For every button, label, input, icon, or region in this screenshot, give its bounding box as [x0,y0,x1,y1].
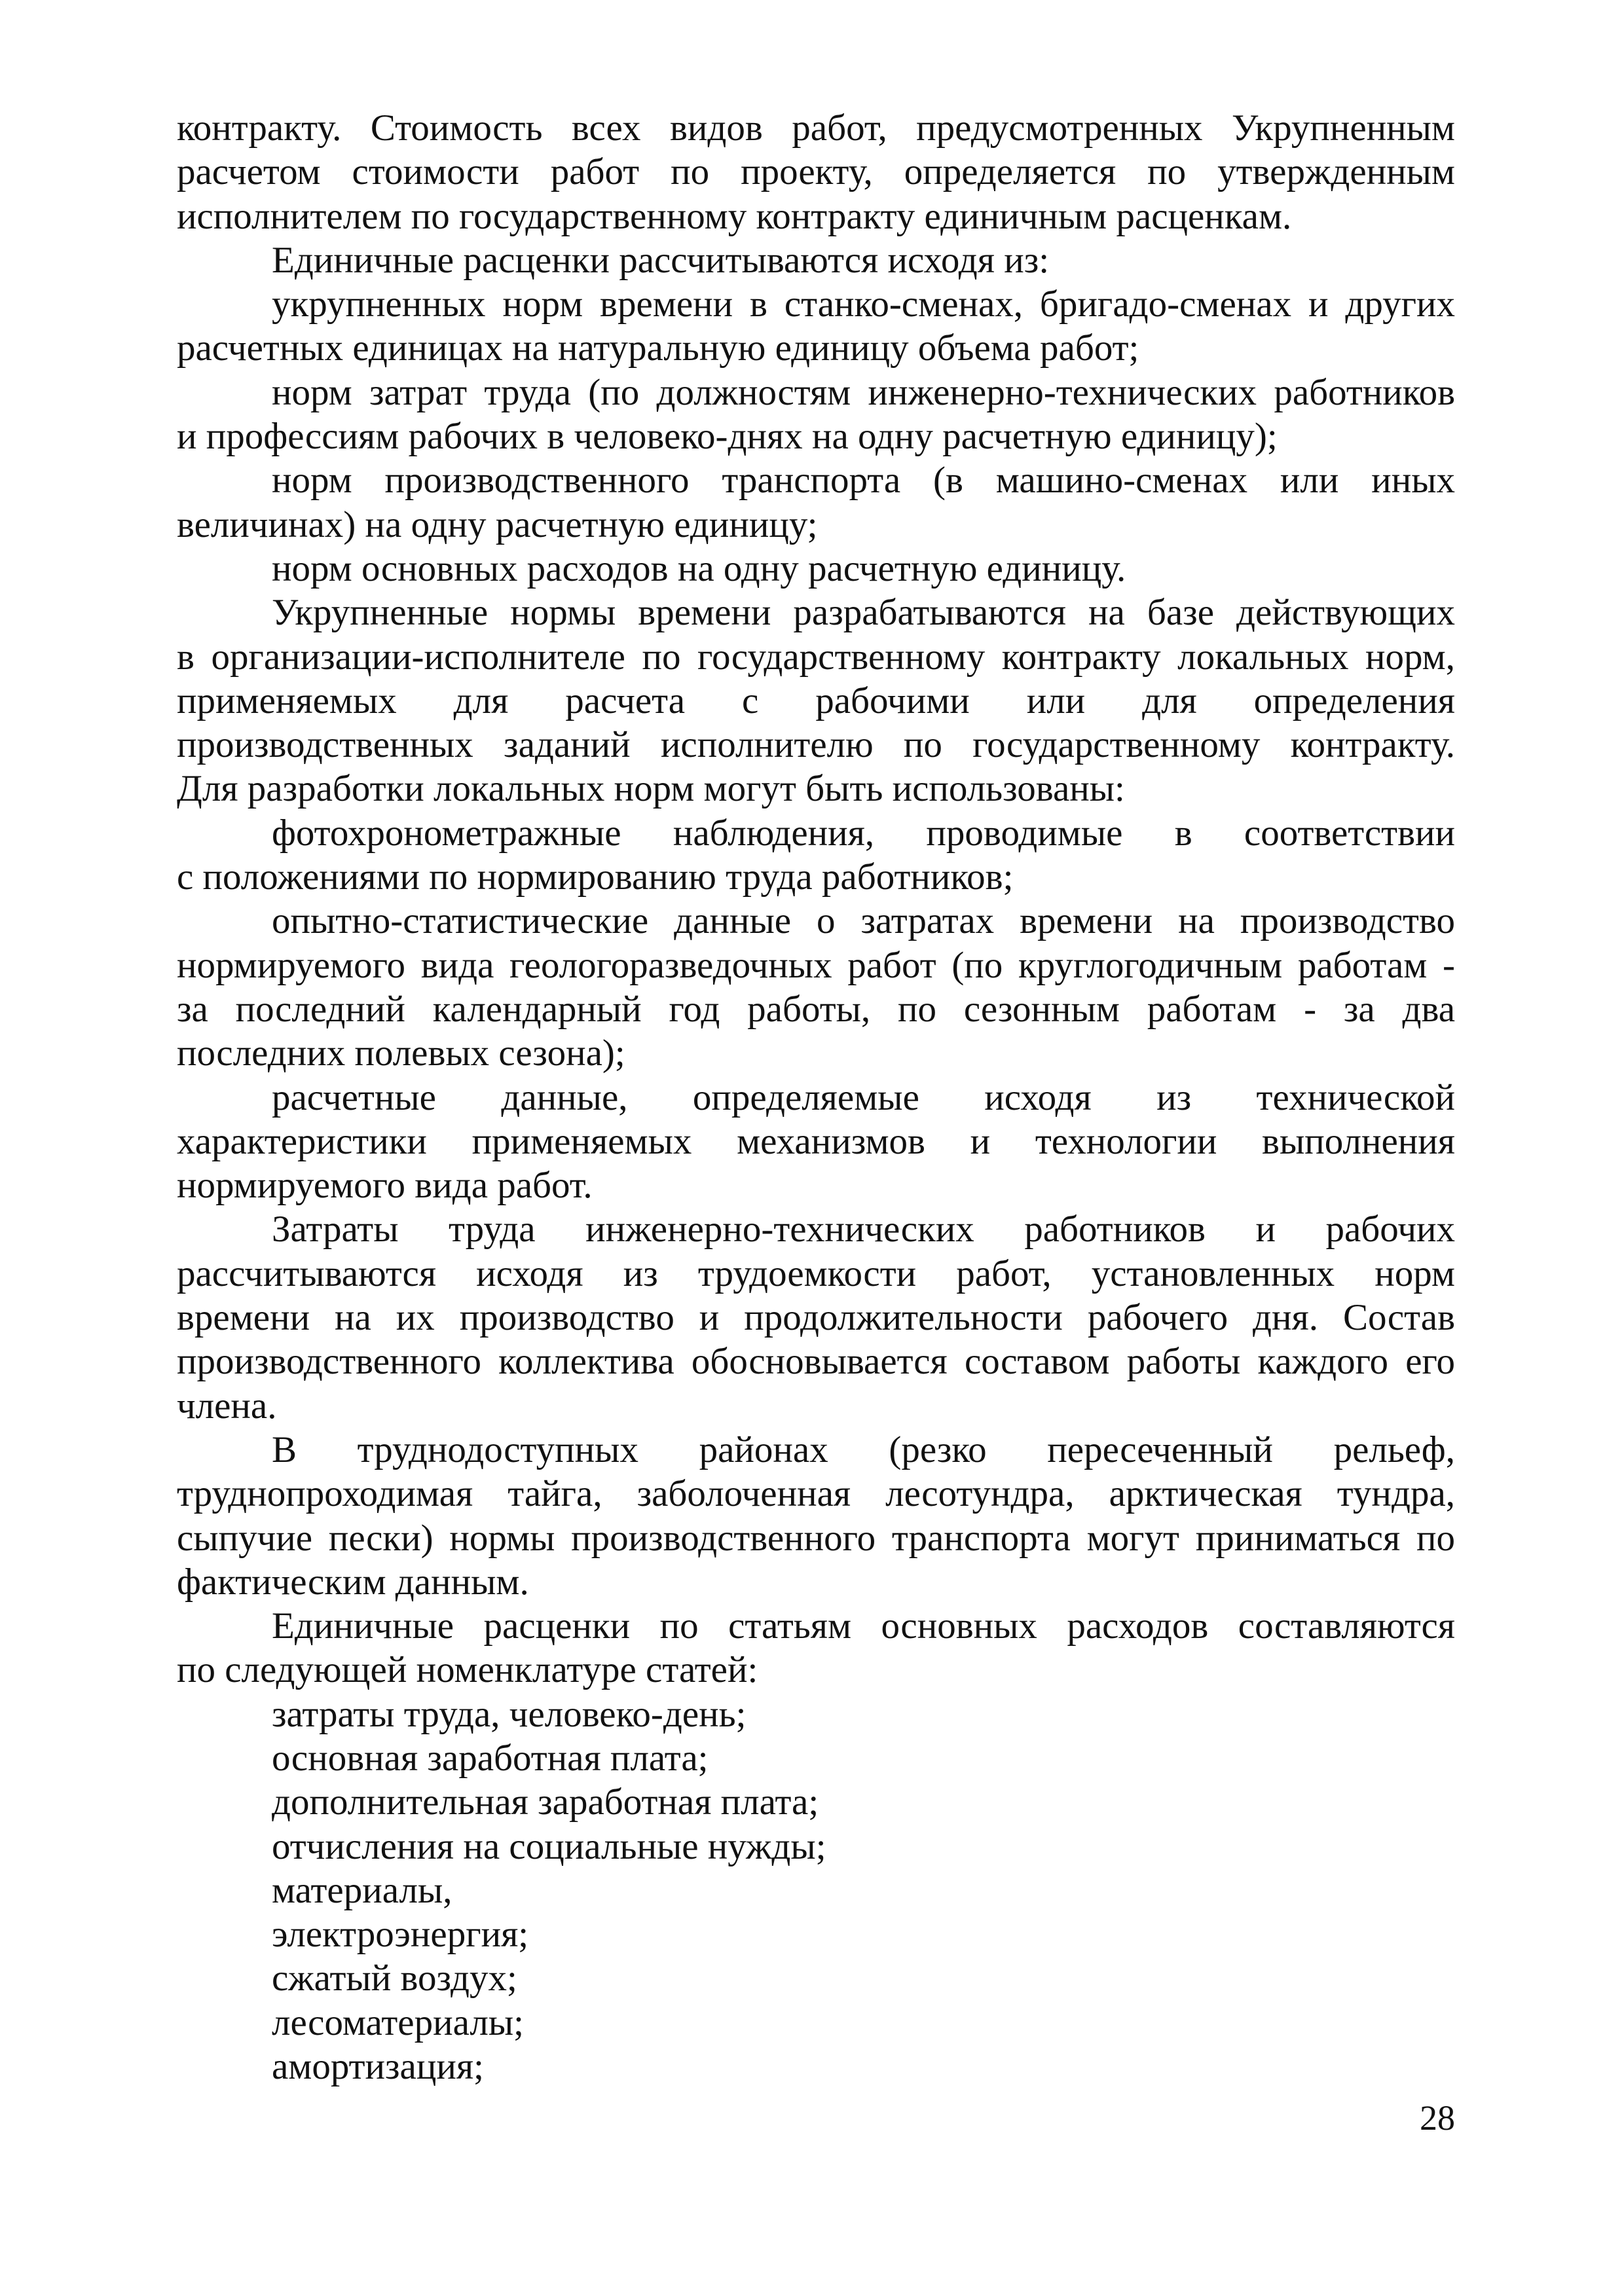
text-line: производственных заданий исполнителю по государственному контракту. [177,724,1455,766]
document-body [177,106,1455,2088]
list-item: лесоматериалы; [272,2001,524,2043]
text-line: Единичные расценки по статьям основных расходов составляются [272,1605,1455,1647]
text-line: характеристики применяемых механизмов и технологии выполнения [177,1120,1455,1162]
text-line: исполнителем по государственному контракту единичным расценкам. [177,195,1292,237]
text-line: контракту. Стоимость всех видов работ, предусмотренных Укрупненным [177,107,1455,149]
text-line: норм производственного транспорта (в машино-сменах или иных [272,460,1455,501]
text-line: Укрупненные нормы времени разрабатываются на базе действующих [272,592,1455,634]
text-line: и профессиям рабочих в человеко-днях на одну расчетную единицу); [177,416,1278,458]
list-item: амортизация; [272,2046,484,2088]
text-line: норм затрат труда (по должностям инженерно-технических работников [272,371,1455,413]
list-item: затраты труда, человеко-день; [272,1693,747,1735]
text-line: по следующей номенклатуре статей: [177,1649,758,1691]
text-line: величинах) на одну расчетную единицу; [177,503,818,545]
list-item: материалы, [272,1869,452,1911]
text-line: В труднодоступных районах (резко пересеченный рельеф, [272,1429,1455,1470]
list-item: отчисления на социальные нужды; [272,1825,826,1867]
text-line: в организации-исполнителе по государственному контракту локальных норм, [177,636,1455,678]
text-line: фотохронометражные наблюдения, проводимые в соответствии [272,812,1455,854]
text-line: расчетом стоимости работ по проекту, определяется по утвержденным [177,151,1455,193]
text-line: Для разработки локальных норм могут быть использованы: [177,768,1125,810]
list-item: дополнительная заработная плата; [272,1781,819,1823]
text-line: норм основных расходов на одну расчетную единицу. [272,547,1126,589]
list-item: основная заработная плата; [272,1737,709,1779]
text-line: нормируемого вида работ. [177,1165,593,1207]
text-line: Затраты труда инженерно-технических работников и рабочих [272,1209,1455,1250]
text-line: расчетных единицах на натуральную единицу объема работ; [177,327,1139,369]
text-line: производственного коллектива обосновывается составом работы каждого его [177,1341,1455,1383]
text-line: члена. [177,1385,277,1427]
text-line: последних полевых сезона); [177,1032,625,1074]
page-number: 28 [1420,2098,1455,2138]
text-line: применяемых для расчета с рабочими или для определения [177,680,1455,721]
text-line: фактическим данным. [177,1561,529,1603]
text-line: с положениями по нормированию труда работников; [177,856,1014,898]
text-line: укрупненных норм времени в станко-сменах, бригадо-сменах и других [272,283,1455,325]
text-line: рассчитываются исходя из трудоемкости работ, установленных норм [177,1252,1455,1294]
list-item: сжатый воздух; [272,1958,517,1999]
text-line: за последний календарный год работы, по сезонным работам - за два [177,988,1455,1030]
text-line: времени на их производство и продолжительности рабочего дня. Состав [177,1297,1455,1339]
list-item: электроэнергия; [272,1914,529,1956]
text-line: опытно-статистические данные о затратах времени на производство [272,900,1455,942]
text-line: сыпучие пески) нормы производственного транспорта могут приниматься по [177,1517,1455,1559]
text-line: расчетные данные, определяемые исходя из технической [272,1076,1455,1118]
text-line: нормируемого вида геологоразведочных работ (по круглогодичным работам - [177,944,1455,986]
text-line: труднопроходимая тайга, заболоченная лесотундра, арктическая тундра, [177,1473,1455,1515]
text-line: Единичные расценки рассчитываются исходя из: [272,239,1050,281]
